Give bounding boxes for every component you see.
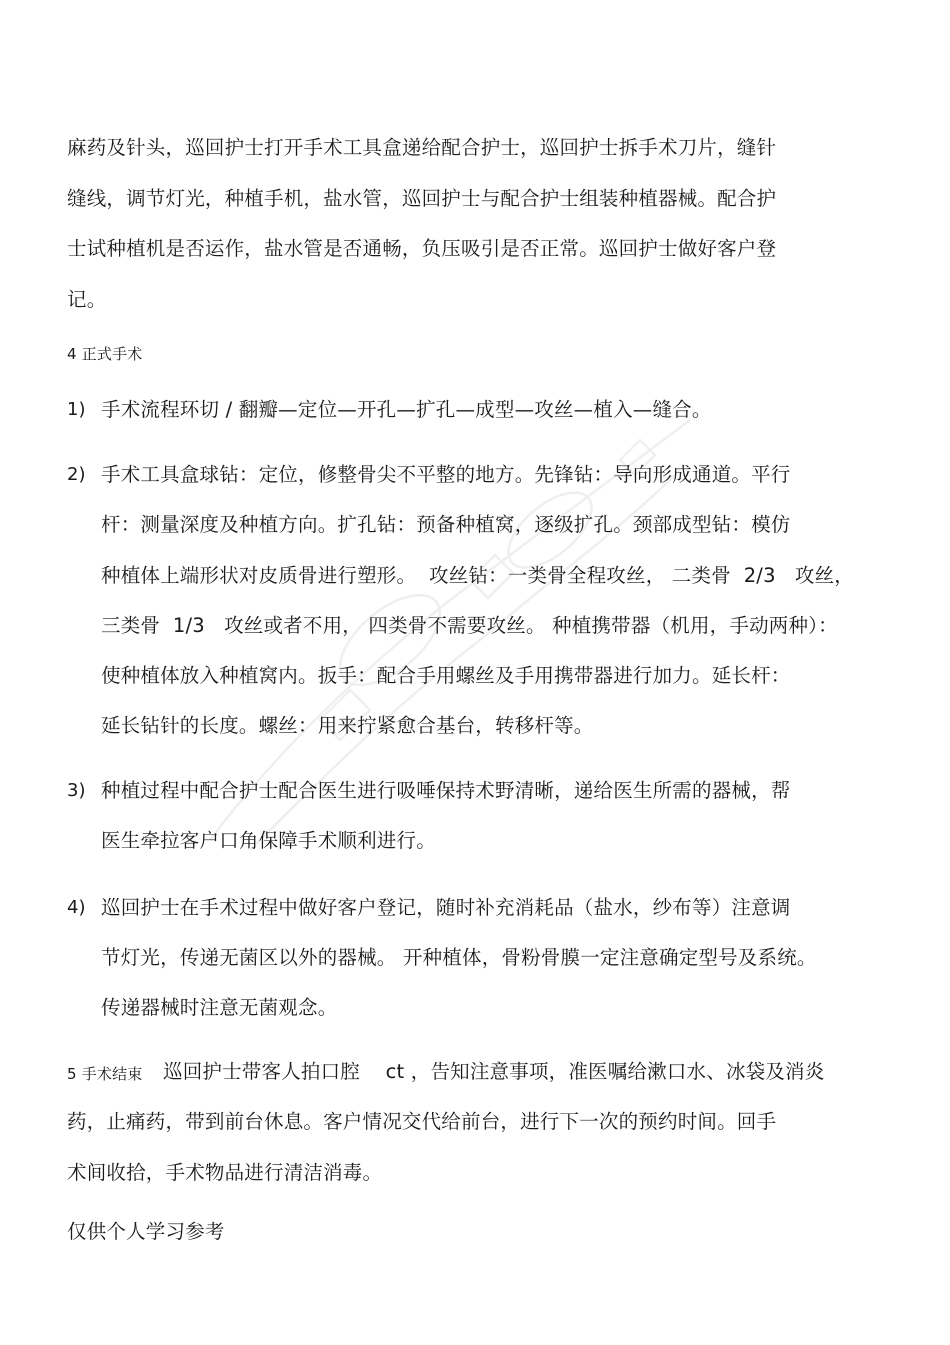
list-item-line: 种植过程中配合护士配合医生进行吸唾保持术野清晰，递给医生所需的器械，帮 [101, 779, 791, 802]
list-item-number: 2) [67, 464, 86, 485]
list-item-line: 手术工具盒球钻：定位，修整骨尖不平整的地方。先锋钻：导向形成通道。平行 [101, 463, 791, 486]
list-item-line: 医生牵拉客户口角保障手术顺利进行。 [101, 829, 436, 852]
list-item-line: 延长钻针的长度。螺丝：用来拧紧愈合基台，转移杆等。 [101, 714, 594, 737]
list-item-line: 使种植体放入种植窝内。扳手：配合手用螺丝及手用携带器进行加力。延长杆： [101, 664, 791, 687]
list-item-number: 1) [67, 399, 86, 420]
intro-line: 士试种植机是否运作，盐水管是否通畅，负压吸引是否正常。巡回护士做好客户登 [67, 237, 777, 260]
section-heading-5: 5 手术结束 [67, 1065, 143, 1083]
section5-line: 巡回护士带客人拍口腔 ct ，告知注意事项，准医嘱给漱口水、冰袋及消炎 [163, 1060, 825, 1083]
list-item-line: 传递器械时注意无菌观念。 [101, 996, 338, 1019]
list-item-line: 种植体上端形状对皮质骨进行塑形。 攻丝钻：一类骨全程攻丝， 二类骨 2/3 攻丝， [101, 564, 854, 587]
watermark-stamp [150, 380, 710, 900]
list-item-line: 杆：测量深度及种植方向。扩孔钻：预备种植窝，逐级扩孔。颈部成型钻：模仿 [101, 513, 791, 536]
list-item-line: 巡回护士在手术过程中做好客户登记，随时补充消耗品（盐水，纱布等）注意调 [101, 896, 791, 919]
list-item-line: 节灯光，传递无菌区以外的器械。 开种植体，骨粉骨膜一定注意确定型号及系统。 [101, 946, 817, 969]
intro-line: 缝线，调节灯光，种植手机，盐水管，巡回护士与配合护士组装种植器械。配合护 [67, 187, 777, 210]
list-item-line: 手术流程环切 / 翻瓣—定位—开孔—扩孔—成型—攻丝—植入—缝合。 [101, 398, 712, 421]
section-heading-4: 4 正式手术 [67, 345, 143, 363]
section5-line: 术间收拾，手术物品进行清洁消毒。 [67, 1161, 383, 1184]
list-item-line: 三类骨 1/3 攻丝或者不用， 四类骨不需要攻丝。 种植携带器（机用，手动两种）： [101, 614, 838, 637]
list-item-number: 4) [67, 897, 86, 918]
intro-line: 记。 [67, 288, 107, 311]
section5-line: 药，止痛药，带到前台休息。客户情况交代给前台，进行下一次的预约时间。回手 [67, 1110, 777, 1133]
intro-line: 麻药及针头，巡回护士打开手术工具盒递给配合护士，巡回护士拆手术刀片，缝针 [67, 136, 777, 159]
footer-note: 仅供个人学习参考 [67, 1220, 225, 1243]
list-item-number: 3) [67, 780, 86, 801]
